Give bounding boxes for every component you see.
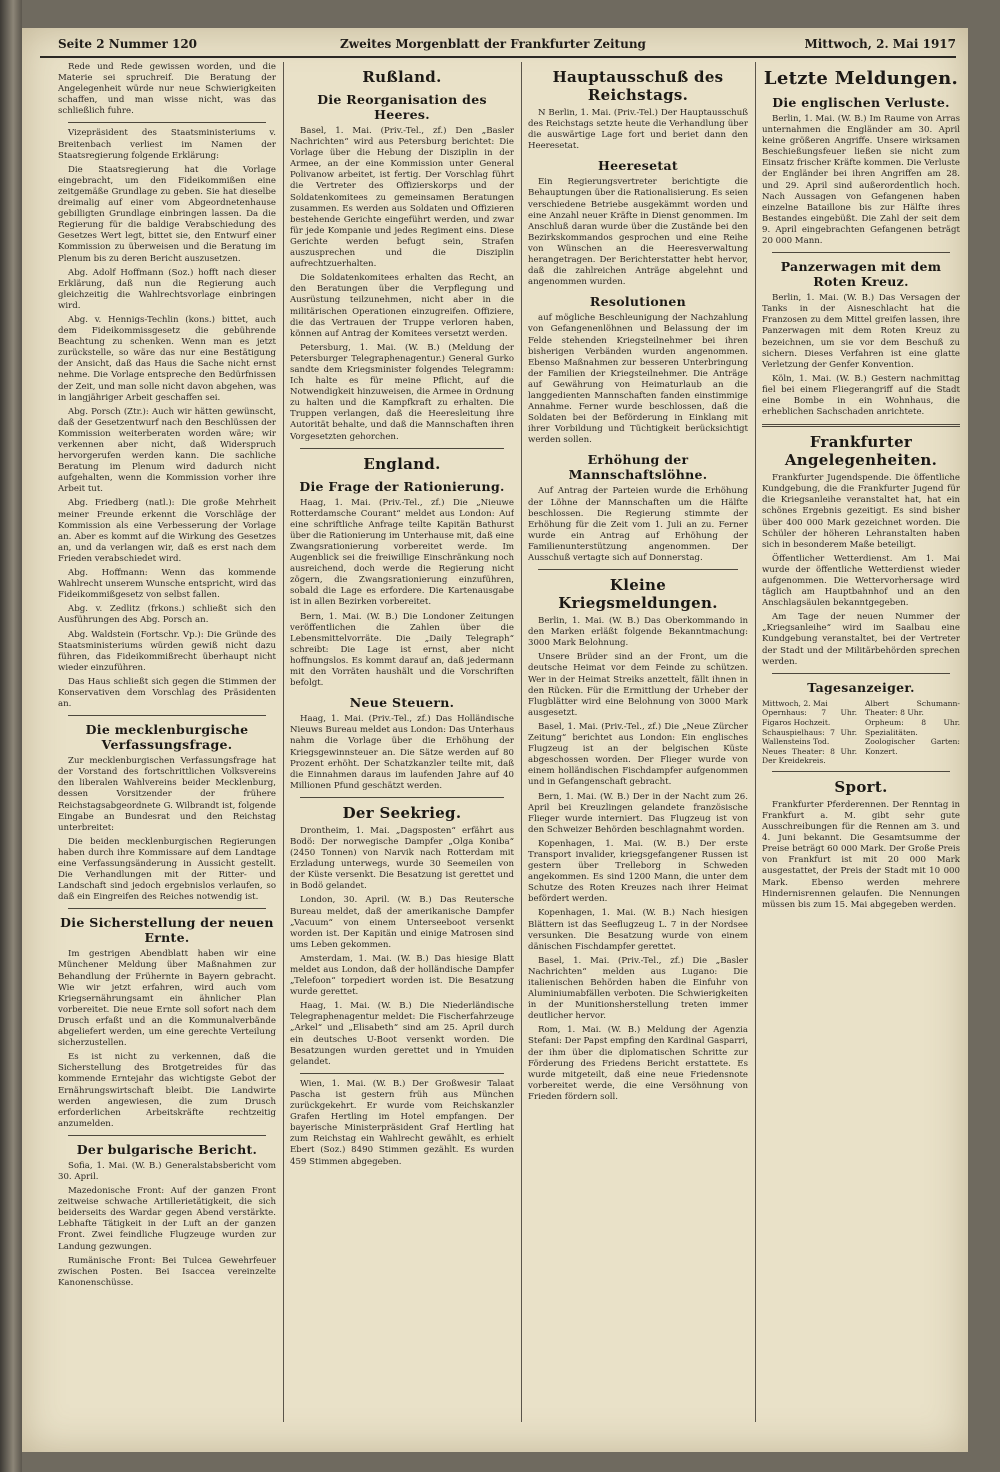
headline: Neue Steuern. bbox=[349, 695, 455, 711]
subheadline: Resolutionen bbox=[589, 294, 687, 310]
article-text: Abg. v. Hennigs-Techlin (kons.) bittet, auch dem Fideikommissgesetz die gebührende Beachtung zu schenken. Wenn man es jetzt zurückstelle, so wäre das nur eine Bestätigung der Ansicht, daß das Haus die Sache nicht ernst nehme. Die Vorlage entspreche den Bedürfnissen der Zeit, und man solle nicht davon abgehen, was in langjähriger Arbeit geschaffen sei. bbox=[58, 314, 276, 403]
column-3 bbox=[528, 62, 748, 1432]
divider bbox=[300, 1073, 504, 1074]
article-text: Basel, 1. Mai. (Priv.-Tel., zf.) Den „Basler Nachrichten“ wird aus Petersburg berichtet: Die Vorlage über die Hebung der Disziplin in der Armee, an der eine Kommission unter General Polivanow arbeitet, ist fertig. Der Vorschlag führt die Vertreter des Offizierskorps und der Soldatenkomitees zu gemeinsamen Beratungen zusammen. Es werden aus Soldaten und Offizieren bestehende Gerichte eingeführt werden, und zwar für jede Kompanie und jedes Regiment eins. Diese Gerichte werden befugt sein, Strafen auszusprechen und die Disziplin aufrechtzuerhalten. bbox=[290, 126, 514, 270]
headline: Der bulgarische Bericht. bbox=[76, 1141, 258, 1157]
divider bbox=[772, 771, 950, 772]
article-text: Abg. Adolf Hoffmann (Soz.) hofft nach dieser Erklärung, daß nun die Regierung auch gleichzeitig die Wahlrechtsvorlage einbringen wird. bbox=[58, 267, 276, 311]
article-text: Kopenhagen, 1. Mai. (W. B.) Der erste Transport invalider, kriegsgefangener Russen ist gestern über Trelleborg in Schweden angekommen. Es sind 1200 Mann, die unter dem Schutze des Roten Kreuzes nach ihrer Heimat befördert werden. bbox=[528, 838, 748, 905]
article-text: Bern, 1. Mai. (W. B.) Der in der Nacht zum 26. April bei Kreuzlingen gelandete französische Flieger wurde interniert. Das Flugzeug ist von den Schweizer Behörden beschlagnahmt worden. bbox=[528, 791, 748, 835]
divider bbox=[300, 448, 504, 449]
column-rule bbox=[521, 62, 522, 1422]
headline: Hauptausschuß des Reichstags. bbox=[552, 68, 724, 104]
column-rule bbox=[283, 62, 284, 1422]
subheadline: Die englischen Verluste. bbox=[772, 95, 950, 110]
article-text: Frankfurter Jugendspende. Die öffentliche Kundgebung, die die Frankfurter Jugend für die Kriegsanleihe veranstaltet hat, hat ein schönes Ergebnis gezeitigt. Es sind bisher über 400 000 Mark gezeichnet worden. Die Schüler der höheren Lehranstalten haben sich in besonderem Maße beteiligt. bbox=[762, 473, 960, 550]
article-text: Abg. Hoffmann: Wenn das kommende Wahlrecht unserem Wunsche entspricht, wird das Fideikommißgesetz von selbst fallen. bbox=[58, 568, 276, 601]
article-text: Abg. Porsch (Ztr.): Auch wir hätten gewünscht, daß der Gesetzentwurf nach den Beschlüssen der Kommission weiterberaten worden wäre; wir verkennen aber nicht, daß Widerspruch hervorgerufen werden kann. Die sachliche Beratung im Plenum wird dadurch nicht aufgehalten, wenn die Kommission vorher ihre Arbeit tut. bbox=[58, 406, 276, 495]
headline: Panzerwagen mit dem Roten Kreuz. bbox=[780, 259, 942, 290]
article-text: Kopenhagen, 1. Mai. (W. B.) Nach hiesigen Blättern ist das Seeflugzeug L. 7 in der Nordsee versunken. Die Besatzung wurde von einem dänischen Fischdampfer gerettet. bbox=[528, 908, 748, 952]
divider bbox=[68, 122, 266, 123]
headline: Letzte Meldungen. bbox=[763, 68, 959, 89]
article-text: Rom, 1. Mai. (W. B.) Meldung der Agenzia Stefani: Der Papst empfing den Kardinal Gasparri, der ihm über die diplomatischen Schritte zur Förderung des Friedens Bericht erstattete. Es wurde mitgeteilt, daß eine neue Friedensnote vorbereitet werde, die eine Versöhnung von Frieden fördern soll. bbox=[528, 1025, 748, 1102]
list-item: Orpheum: 8 Uhr. Spezialitäten. bbox=[865, 717, 960, 737]
masthead: Zweites Morgenblatt der Frankfurter Zeitung bbox=[340, 37, 646, 51]
article-text: Unsere Brüder sind an der Front, um die deutsche Heimat vor dem Feinde zu schützen. Wer in der Heimat Streiks anzettelt, fällt ihnen in den Rücken. Für die Ermittlung der Urheber der Flugblätter wird eine Belohnung von 3000 Mark ausgesetzt. bbox=[528, 652, 748, 718]
list-item: Mittwoch, 2. Mai bbox=[762, 698, 828, 708]
article-text: Berlin, 1. Mai. (W. B.) Im Raume von Arras unternahmen die Engländer am 30. April keine größeren Angriffe. Unsere wirksamen Beschießungsfeuer ließen sie nicht zum Einsatz frischer Kräfte kommen. Die Verluste der Engländer bei ihren Angriffen am 28. und 29. April sind außerordentlich hoch. Nach Aussagen von Gefangenen haben einzelne Bataillone bis zur Hälfte ihres Bestandes eingebüßt. Die Zahl der seit dem 9. April eingebrachten Gefangenen beträgt 20 000 Mann. bbox=[762, 114, 960, 247]
article-text: Auf Antrag der Parteien wurde die Erhöhung der Löhne der Mannschaften um die Hälfte beschlossen. Die Regierung stimmte der Erhöhung für die Zeit vom 1. Juli an zu. Ferner wurde ein Antrag auf Erhöhung der Familienunterstützung angenommen. Der Ausschuß vertagte sich auf Donnerstag. bbox=[528, 486, 748, 563]
column-4 bbox=[762, 62, 960, 1432]
article-text: Abg. v. Zedlitz (frkons.) schließt sich den Ausführungen des Abg. Porsch an. bbox=[58, 604, 276, 626]
list-item: Albert Schumann-Theater: 8 Uhr. bbox=[865, 698, 960, 718]
article-text: London, 30. April. (W. B.) Das Reutersche Bureau meldet, daß der amerikanische Dampfer „Vacuum“ von einem Unterseeboot versenkt worden ist. Der Kapitän und einige Matrosen sind ums Leben gekommen. bbox=[290, 895, 514, 950]
article-text: Ein Regierungsvertreter berichtigte die Behauptungen über die Rationalisierung. Es seien verschiedene Betriebe ausgekämmt worden und eine Anzahl neuer Kräfte in Dienst genommen. Im Anschluß daran wurde über die Zustände bei den Bezirkskommandos gesprochen und eine Reihe von Wünschen an die Heeresverwaltung herangetragen. Der Berichterstatter hebt hervor, daß die zahlreichen Anträge abgelehnt und angenommen wurden. bbox=[528, 177, 748, 288]
headline: Sport. bbox=[834, 777, 888, 796]
headline: Frankfurter Angelegenheiten. bbox=[784, 433, 938, 470]
article-text: Köln, 1. Mai. (W. B.) Gestern nachmittag fiel bei einem Fliegerangriff auf die Stadt eine Bombe in ein Wohnhaus, die erheblichen Sachschaden anrichtete. bbox=[762, 373, 960, 418]
headline: Die mecklenburgische Verfassungsfrage. bbox=[85, 722, 249, 753]
headline: Kleine Kriegsmeldungen. bbox=[558, 576, 718, 613]
article-text: Amsterdam, 1. Mai. (W. B.) Das hiesige Blatt meldet aus London, daß der holländische Dampfer „Telefoon“ torpediert worden ist. Die Besatzung wurde gerettet. bbox=[290, 953, 514, 998]
divider bbox=[68, 715, 266, 716]
article-text: Frankfurter Pferderennen. Der Renntag in Frankfurt a. M. gibt sehr gute Ausschreibungen für die Rennen am 3. und 4. Juni bekannt. Die Gesamtsumme der Preise beträgt 60 000 Mark. Der Große Preis von Frankfurt ist mit 20 000 Mark ausgestattet, der Preis der Stadt mit 10 000 Mark. Ebenso werden mehrere Hindernisrennen gelaufen. Die Nennungen müssen bis zum 15. Mai abgegeben werden. bbox=[762, 799, 960, 910]
article-text: Die beiden mecklenburgischen Regierungen haben durch ihre Kommissare auf dem Landtage eine Verfassungsänderung in Aussicht gestellt. Die Verhandlungen mit der Ritter- und Landschaft sind jedoch ergebnislos verlaufen, so daß ein Eingreifen des Reiches notwendig ist. bbox=[58, 836, 276, 903]
article-text: Vizepräsident des Staatsministeriums v. Breitenbach verliest im Namen der Staatsregierung folgende Erklärung: bbox=[58, 128, 276, 161]
article-text: Basel, 1. Mai. (Priv.-Tel., zf.) Die „Neue Zürcher Zeitung“ berichtet aus London: Ein englisches Flugzeug ist an der belgischen Küste abgeschossen worden. Der Flieger wurde von einem holländischen Fischdampfer aufgenommen und in Gefangenschaft gebracht. bbox=[528, 721, 748, 788]
article-text: Die Soldatenkomitees erhalten das Recht, an den Beratungen über die Verpflegung und Ausrüstung teilzunehmen, nicht aber in die militärischen Operationen einzugreifen. Offiziere, die das Vertrauen der Truppe verloren haben, können auf Antrag der Komitees versetzt werden. bbox=[290, 273, 514, 339]
article-text: Berlin, 1. Mai. (W. B.) Das Versagen der Tanks in der Aisneschlacht hat die Franzosen zu dem Mittel greifen lassen, ihre Panzerwagen mit dem Roten Kreuz zu bezeichnen, um sie vor dem Beschuß zu sichern. Dieses Verfahren ist eine glatte Verletzung der Genfer Konvention. bbox=[762, 293, 960, 370]
article-text: Rumänische Front: Bei Tulcea Gewehrfeuer zwischen Posten. Bei Isaccea vereinzelte Kanonenschüsse. bbox=[58, 1255, 276, 1288]
article-text: Es ist nicht zu verkennen, daß die Sicherstellung des Brotgetreides für das kommende Erntejahr das wichtigste Gebot der Ernährungswirtschaft bleibt. Die Landwirte werden angewiesen, die zum Drusch erforderlichen Arbeitskräfte rechtzeitig anzumelden. bbox=[58, 1052, 276, 1129]
page-number: Seite 2 Nummer 120 bbox=[58, 37, 198, 51]
article-text: Rede und Rede gewissen worden, und die Materie sei spruchreif. Die Beratung der Angelegenheit würde nur neue Schwierigkeiten schaffen, und man wisse nicht, was das schließlich fuhre. bbox=[58, 62, 276, 117]
headline: England. bbox=[363, 454, 441, 473]
article-text: Die Staatsregierung hat die Vorlage eingebracht, um den Fideikommißen eine zeitgemäße Grundlage zu geben. Sie hat dieselbe dreimalig auf einer vom Abgeordnetenhause gebilligten Grundlage einbringen lassen. Da die Regierung für die baldige Verabschiedung des Gesetzes Wert legt, bittet sie, den Entwurf einer Kommission zu überweisen und die Beratung im Plenum bis zu deren Bericht auszusetzen. bbox=[58, 164, 276, 264]
article-text: N Berlin, 1. Mai. (Priv.-Tel.) Der Hauptausschuß des Reichstags setzte heute die Verhandlung über die auswärtige Lage fort und beriet dann den Heeresetat. bbox=[528, 108, 748, 152]
book-binding bbox=[0, 0, 22, 1472]
divider bbox=[300, 797, 504, 798]
headline: Rußland. bbox=[362, 68, 442, 86]
headline: Tagesanzeiger. bbox=[807, 679, 915, 695]
article-text: Basel, 1. Mai. (Priv.-Tel., zf.) Die „Basler Nachrichten“ melden aus Lugano: Die italienischen Behörden haben die Einfuhr von Aluminiumabfällen verboten. Die Schwierigkeiten in der Munitionsherstellung treten immer deutlicher hervor. bbox=[528, 955, 748, 1022]
subheadline: Erhöhung der Mannschaftslöhne. bbox=[568, 452, 708, 483]
divider bbox=[68, 1135, 266, 1136]
event-listing bbox=[762, 699, 960, 766]
list-item: Schauspielhaus: 7 Uhr. Wallensteins Tod. bbox=[762, 727, 857, 747]
list-item: Neues Theater: 8 Uhr. Der Kreidekreis. bbox=[762, 746, 857, 766]
article-text: Im gestrigen Abendblatt haben wir eine Münchener Meldung über Maßnahmen zur Behandlung der Frühernte in Bayern gebracht. Wie wir jetzt erfahren, wird auch vom Kriegsernährungsamt ein ähnlicher Plan vorbereitet. Die neue Ernte soll sofort nach dem Drusch erfaßt und an die Kommunalverbände abgeliefert werden, um eine gerechte Verteilung sicherzustellen. bbox=[58, 949, 276, 1049]
article-text: Haag, 1. Mai. (Priv.-Tel., zf.) Das Holländische Nieuws Bureau meldet aus London: Das Unterhaus nahm die Vorlage über die Erhöhung der Kriegsgewinnsteuer an. Die Sätze werden auf 80 Prozent erhöht. Der Schatzkanzler teilte mit, daß die Einnahmen daraus im laufenden Jahre auf 40 Millionen Pfund geschätzt werden. bbox=[290, 714, 514, 791]
list-item: Opernhaus: 7 Uhr. Figaros Hochzeit. bbox=[762, 708, 857, 727]
article-text: Am Tage der neuen Nummer der „Kriegsanleihe“ wird im Saalbau eine Kundgebung veranstaltet, bei der Vertreter der Stadt und der Militärbehörden sprechen werden. bbox=[762, 612, 960, 667]
article-text: Abg. Waldstein (Fortschr. Vp.): Die Gründe des Staatsministeriums würden gewiß nicht dazu führen, das Fideikommißrecht überhaupt nicht wieder einzuführen. bbox=[58, 629, 276, 673]
list-item: Zoologischer Garten: Konzert. bbox=[865, 737, 960, 756]
article-text: Öffentlicher Wetterdienst. Am 1. Mai wurde der öffentliche Wetterdienst wieder aufgenommen. Die Wettervorhersage wird täglich am Hauptbahnhof und an den Anschlagsäulen bekanntgegeben. bbox=[762, 553, 960, 609]
subheadline: Die Reorganisation des Heeres. bbox=[317, 92, 487, 122]
divider bbox=[538, 569, 738, 570]
article-text: Mazedonische Front: Auf der ganzen Front zeitweise schwache Artillerietätigkeit, die sich beiderseits des Wardar gegen Abend verstärkte. Lebhafte Tätigkeit in der Luft an der ganzen Front. Zwei feindliche Flugzeuge wurden zur Landung gezwungen. bbox=[58, 1186, 276, 1252]
article-text: Das Haus schließt sich gegen die Stimmen der Konservativen dem Vorschlag des Präsidenten an. bbox=[58, 676, 276, 710]
article-text: Haag, 1. Mai. (W. B.) Die Niederländische Telegraphenagentur meldet: Die Fischerfahrzeuge „Arkel“ und „Elisabeth“ sind am 25. April durch ein deutsches U-Boot versenkt worden. Die Besatzungen wurden gerettet und in Ymuiden gelandet. bbox=[290, 1001, 514, 1067]
column-1 bbox=[58, 62, 276, 1432]
article-text: Bern, 1. Mai. (W. B.) Die Londoner Zeitungen veröffentlichen die Zahlen über die Lebensmittelvorräte. Die „Daily Telegraph“ schreibt: Die Lage ist ernst, aber nicht hoffnungslos. Es kommt darauf an, daß jedermann mit den Vorräten haushält und die Vorschriften befolgt. bbox=[290, 611, 514, 689]
article-text: Haag, 1. Mai. (Priv.-Tel., zf.) Die „Nieuwe Rotterdamsche Courant“ meldet aus London: Auf eine schriftliche Anfrage teilte Kapitän Bathurst über die Rationierung im Unterhause mit, daß eine Zwangsrationierung vorbereitet werde. Im Augenblick sei die freiwillige Einschränkung noch ausreichend, doch werde die Regierung nicht zögern, die Zwangsrationierung einzuführen, sobald die Lage es erfordere. Die Kartenausgabe ist in allen Bezirken vorbereitet. bbox=[290, 497, 514, 608]
divider bbox=[772, 252, 950, 253]
page-header bbox=[40, 34, 956, 58]
issue-date: Mittwoch, 2. Mai 1917 bbox=[804, 37, 956, 51]
article-text: auf mögliche Beschleunigung der Nachzahlung von Gefangenenlöhnen und Belassung der im Felde stehenden Kriegsteilnehmer bei ihren bisherigen Verbänden wurden angenommen. Ebenso Maßnahmen zur besseren Unterbringung der Familien der Kriegsteilnehmer. Die Anträge auf Gewährung von Heimaturlaub an die langgedienten Mannschaften fanden einstimmige Annahme. Ferner wurde beschlossen, daß die Soldaten bei der Beförderung in Einklang mit ihrer Vorbildung und Tüchtigkeit berücksichtigt werden sollen. bbox=[528, 313, 748, 446]
article-text: Zur mecklenburgischen Verfassungsfrage hat der Vorstand des fortschrittlichen Volksvereins den liberalen Wahlvereins beider Mecklenburg, dessen Vorsitzender der frühere Reichstagsabgeordnete G. Wilbrandt ist, folgende Eingabe an Bundesrat und den Reichstag unterbreitet: bbox=[58, 756, 276, 833]
divider bbox=[772, 673, 950, 674]
article-text: Wien, 1. Mai. (W. B.) Der Großwesir Talaat Pascha ist gestern früh aus München zurückgekehrt. Er wurde vom Reichskanzler Grafen Hertling im Hotel empfangen. Der bayerische Ministerpräsident Graf Hertling hat zum Reichstag ein Wahlrecht gewählt, es erhielt Ebert (Soz.) 8490 Stimmen gezählt. Es wurden 459 Stimmen abgegeben. bbox=[290, 1078, 514, 1167]
column-rule bbox=[755, 62, 756, 1422]
subheadline: Die Frage der Rationierung. bbox=[299, 478, 505, 494]
divider bbox=[68, 908, 266, 909]
headline: Der Seekrieg. bbox=[342, 803, 462, 822]
divider bbox=[762, 424, 960, 427]
article-text: Abg. Friedberg (natl.): Die große Mehrheit meiner Freunde erkennt die Vorschläge der Kommission als eine Verbesserung der Vorlage an. Aber es kommt auf die Wirkung des Gesetzes an, und da verlangen wir, daß es erst nach dem Frieden verabschiedet wird. bbox=[58, 498, 276, 564]
headline: Die Sicherstellung der neuen Ernte. bbox=[60, 915, 274, 946]
article-text: Drontheim, 1. Mai. „Dagsposten“ erfährt aus Bodö: Der norwegische Dampfer „Olga Koniba“ (2450 Tonnen) von Narvik nach Rotterdam mit Erzladung unterwegs, wurde 30 Seemeilen von der Küste versenkt. Die Besatzung ist gerettet und in Bodö gelandet. bbox=[290, 825, 514, 892]
article-text: Sofia, 1. Mai. (W. B.) Generalstabsbericht vom 30. April. bbox=[58, 1160, 276, 1182]
article-text: Petersburg, 1. Mai. (W. B.) (Meldung der Petersburger Telegraphenagentur.) General Gurko sandte dem Kriegsminister folgendes Telegramm: Ich halte es für meine Pflicht, auf die Notwendigkeit hinzuweisen, die Armee in Ordnung zu halten und die Kampfkraft zu erhalten. Die Truppen verlangen, daß die Heeresleitung ihre Autorität behalte, und daß die Mannschaften ihren Vorgesetzten gehorchen. bbox=[290, 342, 514, 442]
article-text: Berlin, 1. Mai. (W. B.) Das Oberkommando in den Marken erläßt folgende Bekanntmachung: 3000 Mark Belohnung. bbox=[528, 616, 748, 649]
subheadline: Heeresetat bbox=[598, 158, 678, 174]
column-2 bbox=[290, 62, 514, 1432]
